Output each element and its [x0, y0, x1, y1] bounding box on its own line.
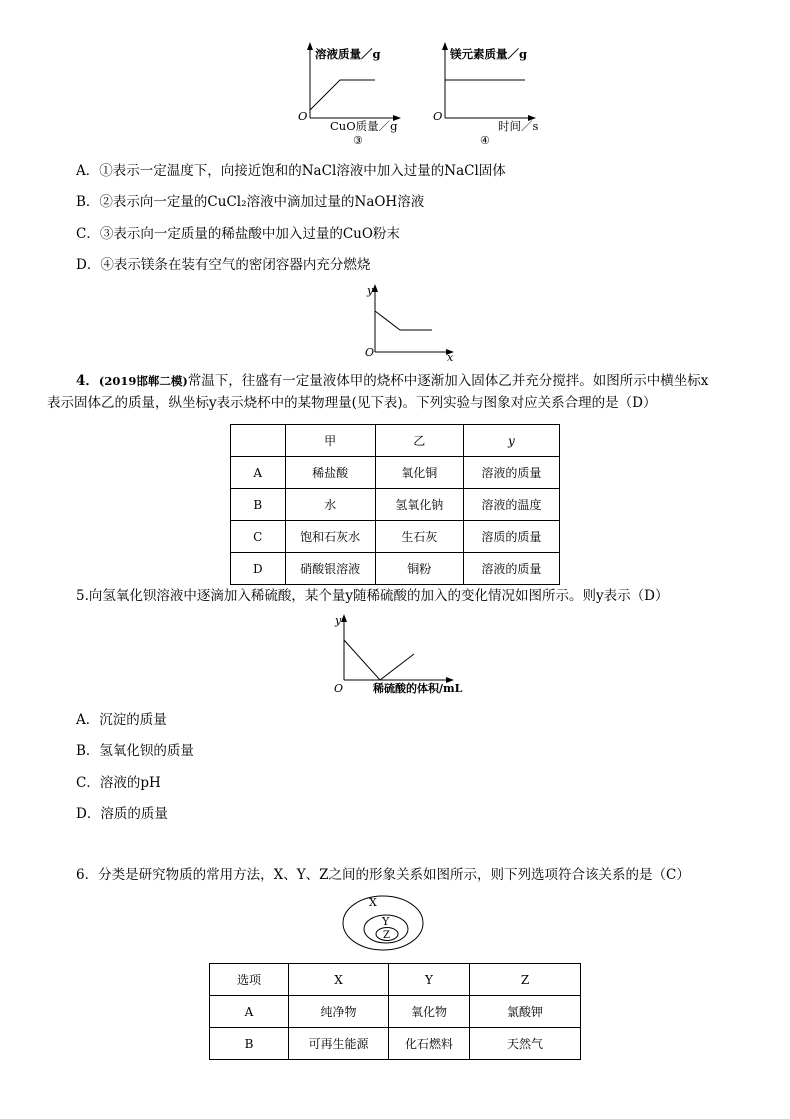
graph-3-origin: O — [298, 109, 308, 123]
q3-option-c — [76, 225, 400, 243]
table-row — [231, 553, 560, 585]
option-letter: C． — [76, 226, 100, 242]
table-cell: 可再生能源 — [289, 1028, 389, 1060]
graph-3-number: ③ — [353, 134, 363, 147]
q5-graph-y: y — [335, 614, 342, 627]
table-cell: 硝酸银溶液 — [285, 553, 375, 585]
q4-source: (2019邯郸二模) — [98, 374, 188, 388]
q4-graph-origin: O — [365, 346, 375, 359]
q4-graph — [362, 284, 462, 364]
table-cell: 水 — [285, 489, 375, 521]
q6-stem: 6．分类是研究物质的常用方法，X、Y、Z之间的形象关系如图所示，则下列选项符合该关系的是（C） — [76, 867, 690, 883]
option-text: ③表示向一定质量的稀盐酸中加入过量的CuO粉末 — [99, 226, 400, 242]
table-header: y — [463, 425, 559, 457]
table-header: 乙 — [375, 425, 463, 457]
option-text: 氢氧化钡的质量 — [99, 743, 194, 759]
q5-graph — [330, 612, 510, 697]
q4-number: 4． — [76, 373, 99, 389]
option-letter: A． — [76, 712, 100, 728]
q5-graph-xlabel: 稀硫酸的体积/mL — [373, 682, 463, 695]
table-cell: 氧化铜 — [375, 457, 463, 489]
graph-3-xlabel: CuO质量／g — [330, 119, 398, 133]
table-cell: C — [231, 521, 286, 553]
q5-option-a — [76, 711, 167, 729]
q6-venn-diagram — [340, 894, 430, 956]
option-letter: C． — [76, 775, 100, 791]
q4-stem-line1 — [76, 372, 708, 390]
table-cell: 化石燃料 — [389, 1028, 470, 1060]
q3-option-b — [76, 193, 424, 211]
q5-option-d — [76, 805, 168, 823]
table-cell: 饱和石灰水 — [285, 521, 375, 553]
table-row — [231, 489, 560, 521]
table-cell: D — [231, 553, 286, 585]
table-cell: B — [210, 1028, 289, 1060]
q4-graph-y: y — [367, 284, 374, 297]
table-cell: 溶质的质量 — [463, 521, 559, 553]
q5-option-c — [76, 774, 161, 792]
table-cell: 溶液的温度 — [463, 489, 559, 521]
table-cell: B — [231, 489, 286, 521]
q5-option-b — [76, 742, 194, 760]
table-cell: A — [210, 996, 289, 1028]
table-cell: 天然气 — [470, 1028, 581, 1060]
option-letter: D． — [76, 806, 101, 822]
graph-4 — [430, 40, 560, 150]
table-cell: 氢氧化钠 — [375, 489, 463, 521]
table-cell: 稀盐酸 — [285, 457, 375, 489]
graph-4-xlabel: 时间／s — [498, 119, 539, 133]
option-text: 溶质的质量 — [100, 806, 168, 822]
graph-3-ylabel: 溶液质量／g — [315, 47, 381, 61]
venn-label-y: Y — [382, 915, 390, 928]
venn-label-z: Z — [383, 930, 390, 941]
table-header: X — [289, 964, 389, 996]
option-text: ④表示镁条在装有空气的密闭容器内充分燃烧 — [100, 257, 371, 273]
q3-option-a — [76, 162, 506, 180]
venn-label-x: X — [369, 896, 377, 909]
q4-table — [230, 424, 560, 585]
table-cell: 氯酸钾 — [470, 996, 581, 1028]
q3-option-d — [76, 256, 370, 274]
table-cell: 溶液的质量 — [463, 457, 559, 489]
table-header: 选项 — [210, 964, 289, 996]
option-text: ①表示一定温度下，向接近饱和的NaCl溶液中加入过量的NaCl固体 — [99, 163, 506, 179]
graph-3 — [295, 40, 425, 150]
q5-graph-origin: O — [334, 682, 344, 695]
graph-4-ylabel: 镁元素质量／g — [450, 47, 528, 61]
option-letter: B． — [76, 194, 100, 210]
table-row — [231, 457, 560, 489]
option-text: 沉淀的质量 — [99, 712, 167, 728]
option-text: 溶液的pH — [99, 775, 161, 791]
graph-4-origin: O — [433, 109, 443, 123]
q4-stem-line2: 表示固体乙的质量，纵坐标y表示烧杯中的某物理量(见下表)。下列实验与图象对应关系合理的是（D） — [47, 395, 657, 411]
q5-stem: 5.向氢氧化钡溶液中逐滴加入稀硫酸，某个量y随稀硫酸的加入的变化情况如图所示。则y表示（D） — [76, 588, 669, 604]
q6-table — [209, 963, 581, 1060]
option-letter: D． — [76, 257, 101, 273]
table-row — [210, 1028, 581, 1060]
table-header: Y — [389, 964, 470, 996]
option-letter: B． — [76, 743, 100, 759]
table-row — [231, 521, 560, 553]
graph-4-number: ④ — [480, 134, 490, 147]
option-letter: A． — [76, 163, 100, 179]
table-cell: 生石灰 — [375, 521, 463, 553]
table-header — [231, 425, 286, 457]
table-cell: 纯净物 — [289, 996, 389, 1028]
table-row — [210, 996, 581, 1028]
table-cell: A — [231, 457, 286, 489]
table-header: 甲 — [285, 425, 375, 457]
option-text: ②表示向一定量的CuCl₂溶液中滴加过量的NaOH溶液 — [99, 194, 425, 210]
q4-graph-x: x — [447, 351, 454, 364]
q4-line1: 常温下，往盛有一定量液体甲的烧杯中逐渐加入固体乙并充分搅拌。如图所示中横坐标x — [187, 373, 709, 389]
table-cell: 氧化物 — [389, 996, 470, 1028]
table-cell: 溶液的质量 — [463, 553, 559, 585]
table-cell: 铜粉 — [375, 553, 463, 585]
table-header: Z — [470, 964, 581, 996]
